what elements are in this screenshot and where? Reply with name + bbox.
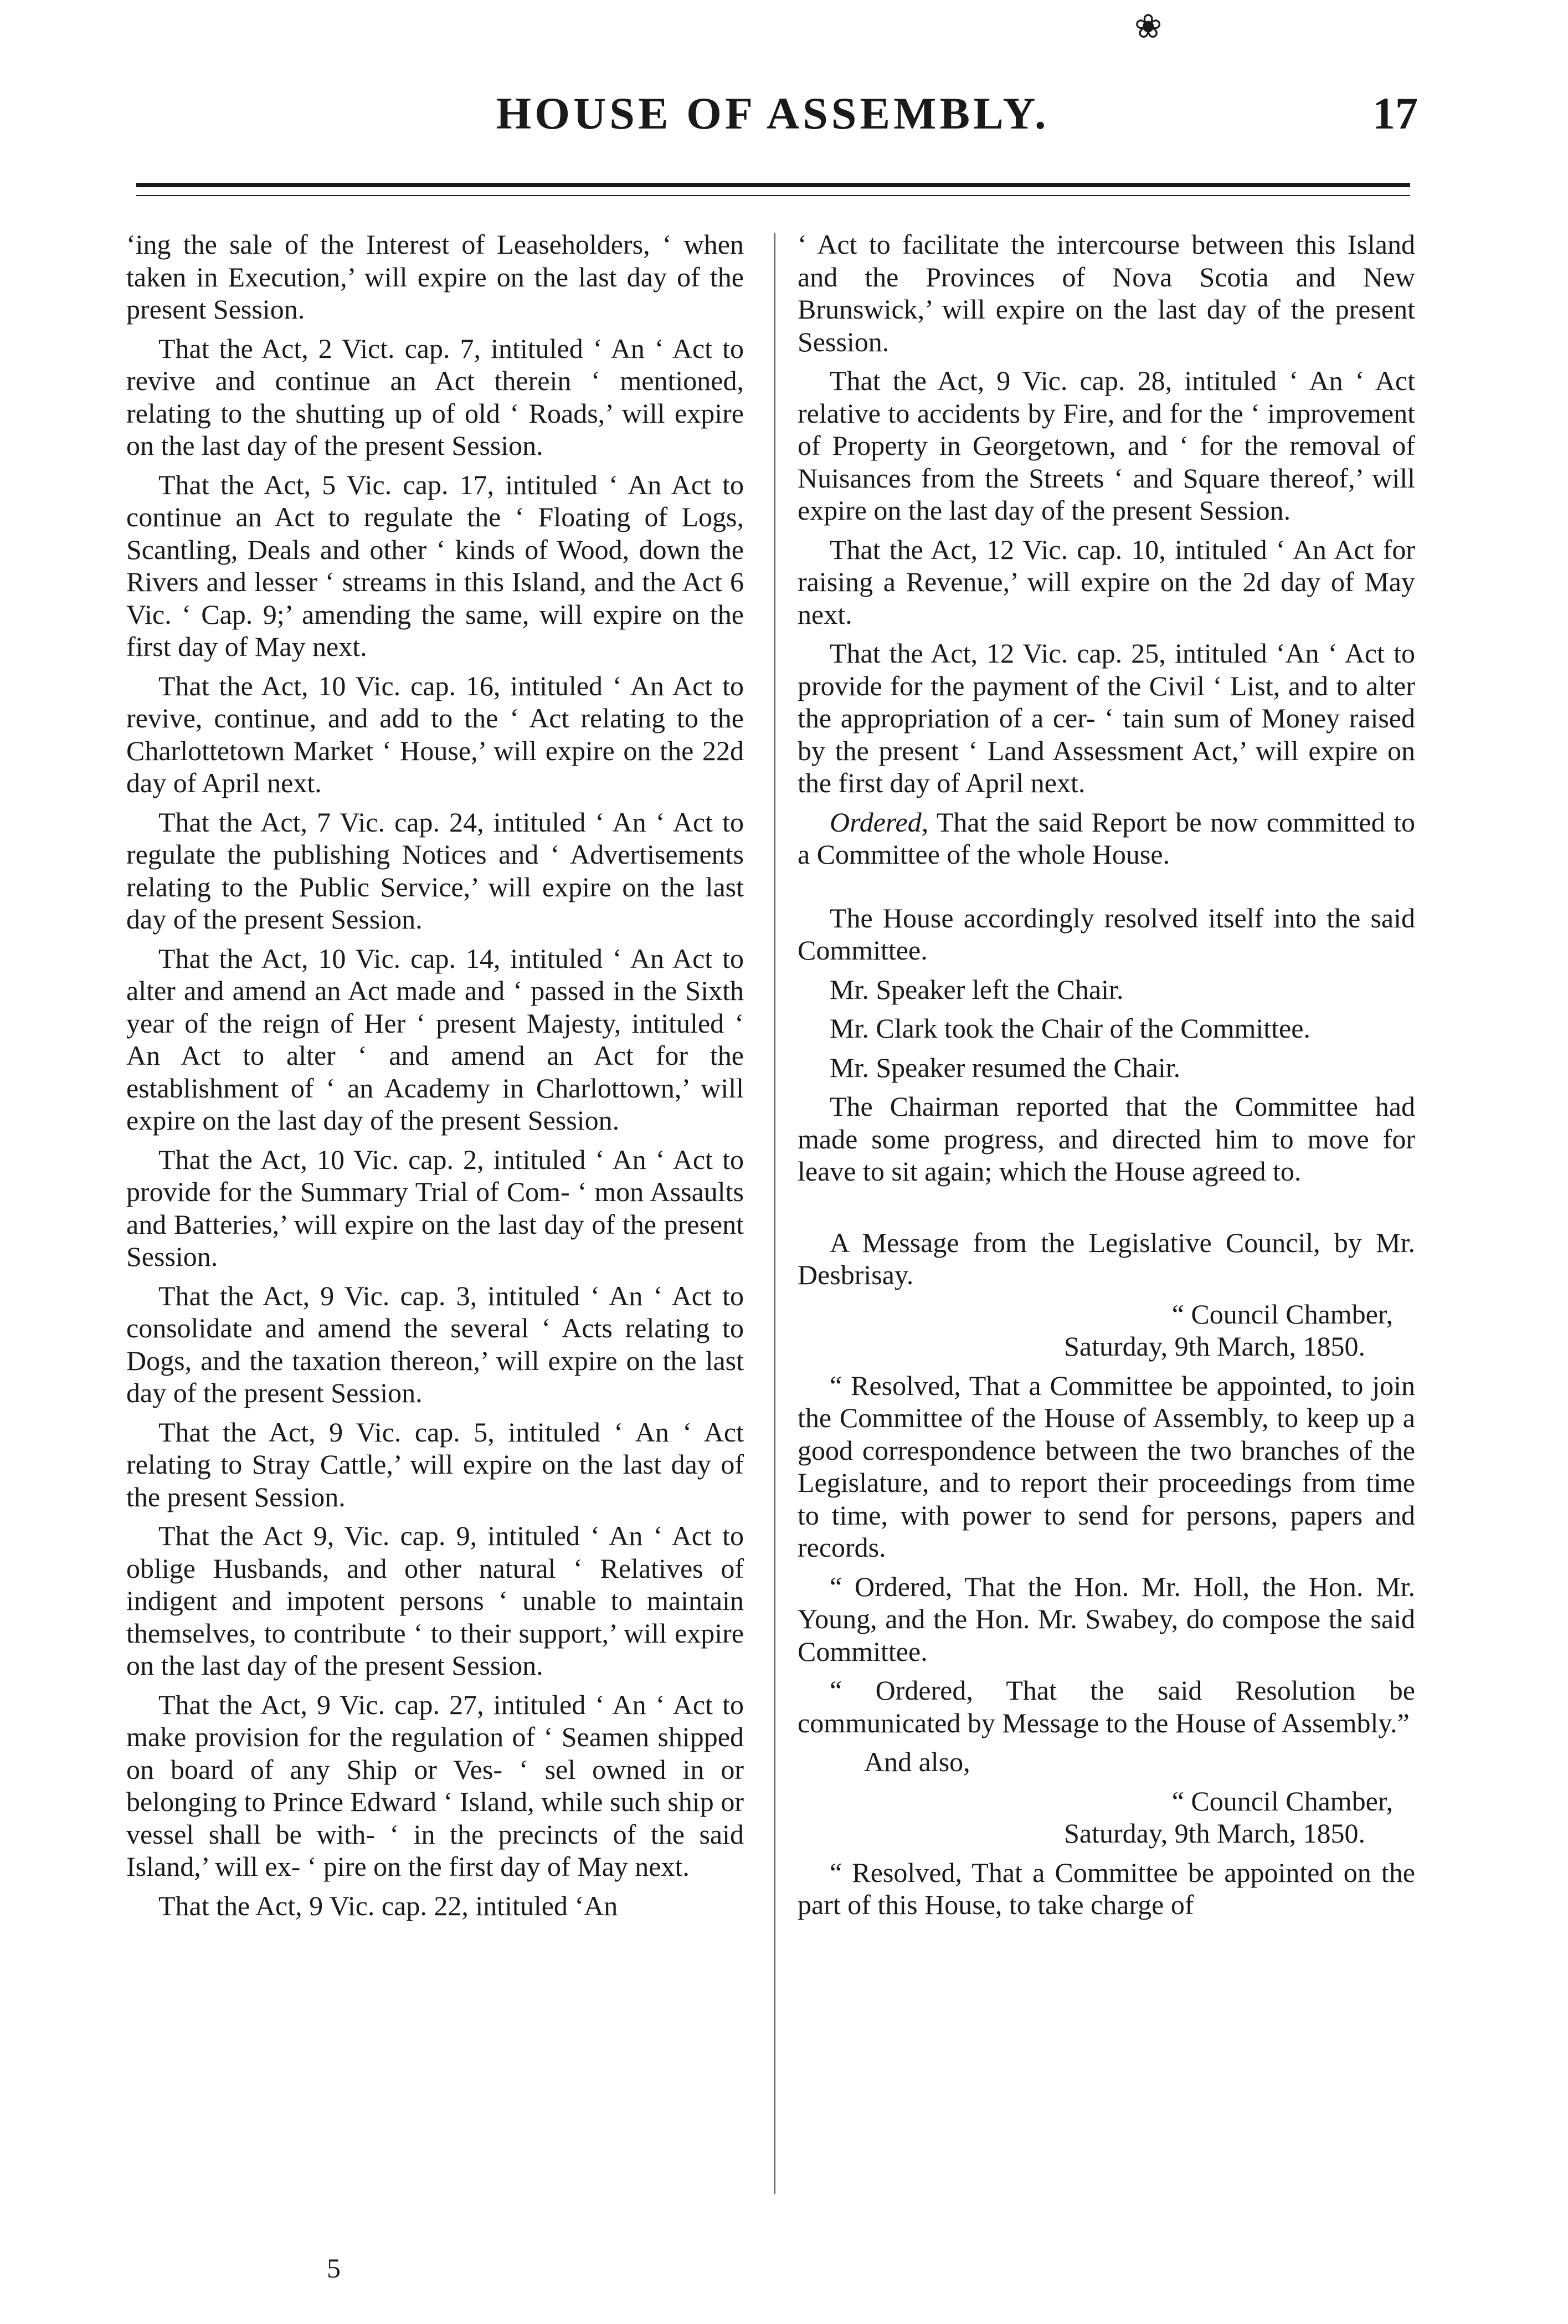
paragraph: Mr. Speaker left the Chair. [830, 973, 1124, 1005]
left-column [126, 228, 744, 1928]
paragraph: That the Act, 9 Vic. cap. 28, intituled ‘ An ‘ Act relative to accidents by Fire, and for the ‘ improvement of Property in Georgetown, and ‘ for the removal of Nuisances from the Streets ‘ and Square thereof,’ will expire on the last day of the present Session. [798, 365, 1415, 526]
ornament-mark: ❀ [1134, 8, 1163, 45]
running-head: HOUSE OF ASSEMBLY. [496, 88, 1050, 138]
ordered-word: Ordered, [830, 806, 929, 838]
dateline: “ Council Chamber, [1171, 1785, 1393, 1817]
paragraph: That the Act 9, Vic. cap. 9, intituled ‘ An ‘ Act to oblige Husbands, and other natural ‘ Relatives of indigent and impotent persons ‘ unable to maintain themselves, to contribute ‘ to their support,’ will expire on the last day of the present Session. [126, 1520, 744, 1681]
dateline: “ Council Chamber, [1171, 1298, 1393, 1330]
dateline: Saturday, 9th March, 1850. [1064, 1818, 1365, 1849]
paragraph: “ Ordered, That the Hon. Mr. Holl, the Hon. Mr. Young, and the Hon. Mr. Swabey, do compose the said Committee. [798, 1571, 1415, 1667]
paragraph: The Chairman reported that the Committee had made some progress, and directed him to move for leave to sit again; which the House agreed to. [798, 1091, 1415, 1187]
header-rule-thin [136, 195, 1410, 196]
paragraph: That the Act, 9 Vic. cap. 27, intituled ‘ An ‘ Act to make provision for the regulation of ‘ Seamen shipped on board of any Ship or Ves- ‘ sel owned in or belonging to Prince Edward ‘ Island, while such ship or vessel shall be with- ‘ in the precincts of the said Island,’ will ex- ‘ pire on the first day of May next. [126, 1689, 744, 1882]
paragraph: That the Act, 12 Vic. cap. 25, intituled ‘An ‘ Act to provide for the payment of the Civil ‘ List, and to alter the appropriation of a cer- ‘ tain sum of Money raised by the present ‘ Land Assessment Act,’ will expire on the first day of April next. [798, 638, 1415, 798]
column-divider [774, 233, 775, 2194]
paragraph: That the Act, 10 Vic. cap. 16, intituled ‘ An Act to revive, continue, and add to the ‘ Act relating to the Charlottetown Market ‘ House,’ will expire on the 22d day of April next. [126, 670, 744, 798]
paragraph: “ Resolved, That a Committee be appointed, to join the Committee of the House of Assembly, to keep up a good correspondence between the two branches of the Legislature, and to report their proceedings from time to time, with power to send for persons, papers and records. [798, 1369, 1415, 1563]
ordered-text: That the said Report be now committed to a Committee of the whole House. [798, 806, 1415, 870]
paragraph: That the Act, 10 Vic. cap. 14, intituled ‘ An Act to alter and amend an Act made and ‘ passed in the Sixth year of the reign of Her ‘ present Majesty, intituled ‘ An Act to alter ‘ and amend an Act for the establishment of ‘ an Academy in Charlottown,’ will expire on the last day of the present Session. [126, 942, 744, 1136]
paragraph: “ Resolved, That a Committee be appointed on the part of this House, to take charge of [798, 1856, 1415, 1920]
right-column [798, 228, 1415, 1928]
paragraph: And also, [864, 1746, 970, 1777]
paragraph: ‘ing the sale of the Interest of Leaseholders, ‘ when taken in Execution,’ will expire on the last day of the present Session. [126, 229, 744, 325]
paragraph: “ Ordered, That the said Resolution be communicated by Message to the House of Assembly.” [798, 1675, 1415, 1738]
paragraph: That the Act, 10 Vic. cap. 2, intituled ‘ An ‘ Act to provide for the Summary Trial of Com- ‘ mon Assaults and Batteries,’ will expire on the last day of the present Session. [126, 1143, 744, 1272]
paragraph: ‘ Act to facilitate the intercourse between this Island and the Provinces of Nova Scotia and New Brunswick,’ will expire on the last day of the present Session. [798, 229, 1415, 357]
paragraph: That the Act, 9 Vic. cap. 3, intituled ‘ An ‘ Act to consolidate and amend the several ‘ Acts relating to Dogs, and the taxation thereon,’ will expire on the last day of the present Session. [126, 1280, 744, 1408]
paragraph: That the Act, 9 Vic. cap. 22, intituled ‘An [158, 1890, 618, 1921]
paragraph: That the Act, 12 Vic. cap. 10, intituled ‘ An Act for raising a Revenue,’ will expire on the 2d day of May next. [798, 533, 1415, 630]
dateline: Saturday, 9th March, 1850. [1064, 1331, 1365, 1362]
header-rule-thick [136, 183, 1410, 187]
paragraph: A Message from the Legislative Council, by Mr. Desbrisay. [798, 1227, 1415, 1290]
ordered-paragraph [798, 806, 1415, 871]
signature-mark: 5 [327, 2253, 341, 2284]
paragraph: The House accordingly resolved itself into the said Committee. [798, 902, 1415, 966]
page-number: 17 [1372, 88, 1418, 138]
page-header [127, 83, 1418, 144]
paragraph: That the Act, 7 Vic. cap. 24, intituled ‘ An ‘ Act to regulate the publishing Notices and ‘ Advertisements relating to the Public Service,’ will expire on the last day of the present Session. [126, 806, 744, 935]
paragraph: That the Act, 5 Vic. cap. 17, intituled ‘ An Act to continue an Act to regulate the ‘ Floating of Logs, Scantling, Deals and other ‘ kinds of Wood, down the Rivers and lesser ‘ streams in this Island, and the Act 6 Vic. ‘ Cap. 9;’ amending the same, will expire on the first day of May next. [126, 469, 744, 662]
paragraph: That the Act, 2 Vict. cap. 7, intituled ‘ An ‘ Act to revive and continue an Act therein ‘ mentioned, relating to the shutting up of old ‘ Roads,’ will expire on the last day of the present Session. [126, 332, 744, 461]
paragraph: Mr. Speaker resumed the Chair. [830, 1051, 1181, 1083]
paragraph: Mr. Clark took the Chair of the Committee. [830, 1013, 1310, 1044]
paragraph: That the Act, 9 Vic. cap. 5, intituled ‘ An ‘ Act relating to Stray Cattle,’ will expire on the last day of the present Session. [126, 1416, 744, 1512]
